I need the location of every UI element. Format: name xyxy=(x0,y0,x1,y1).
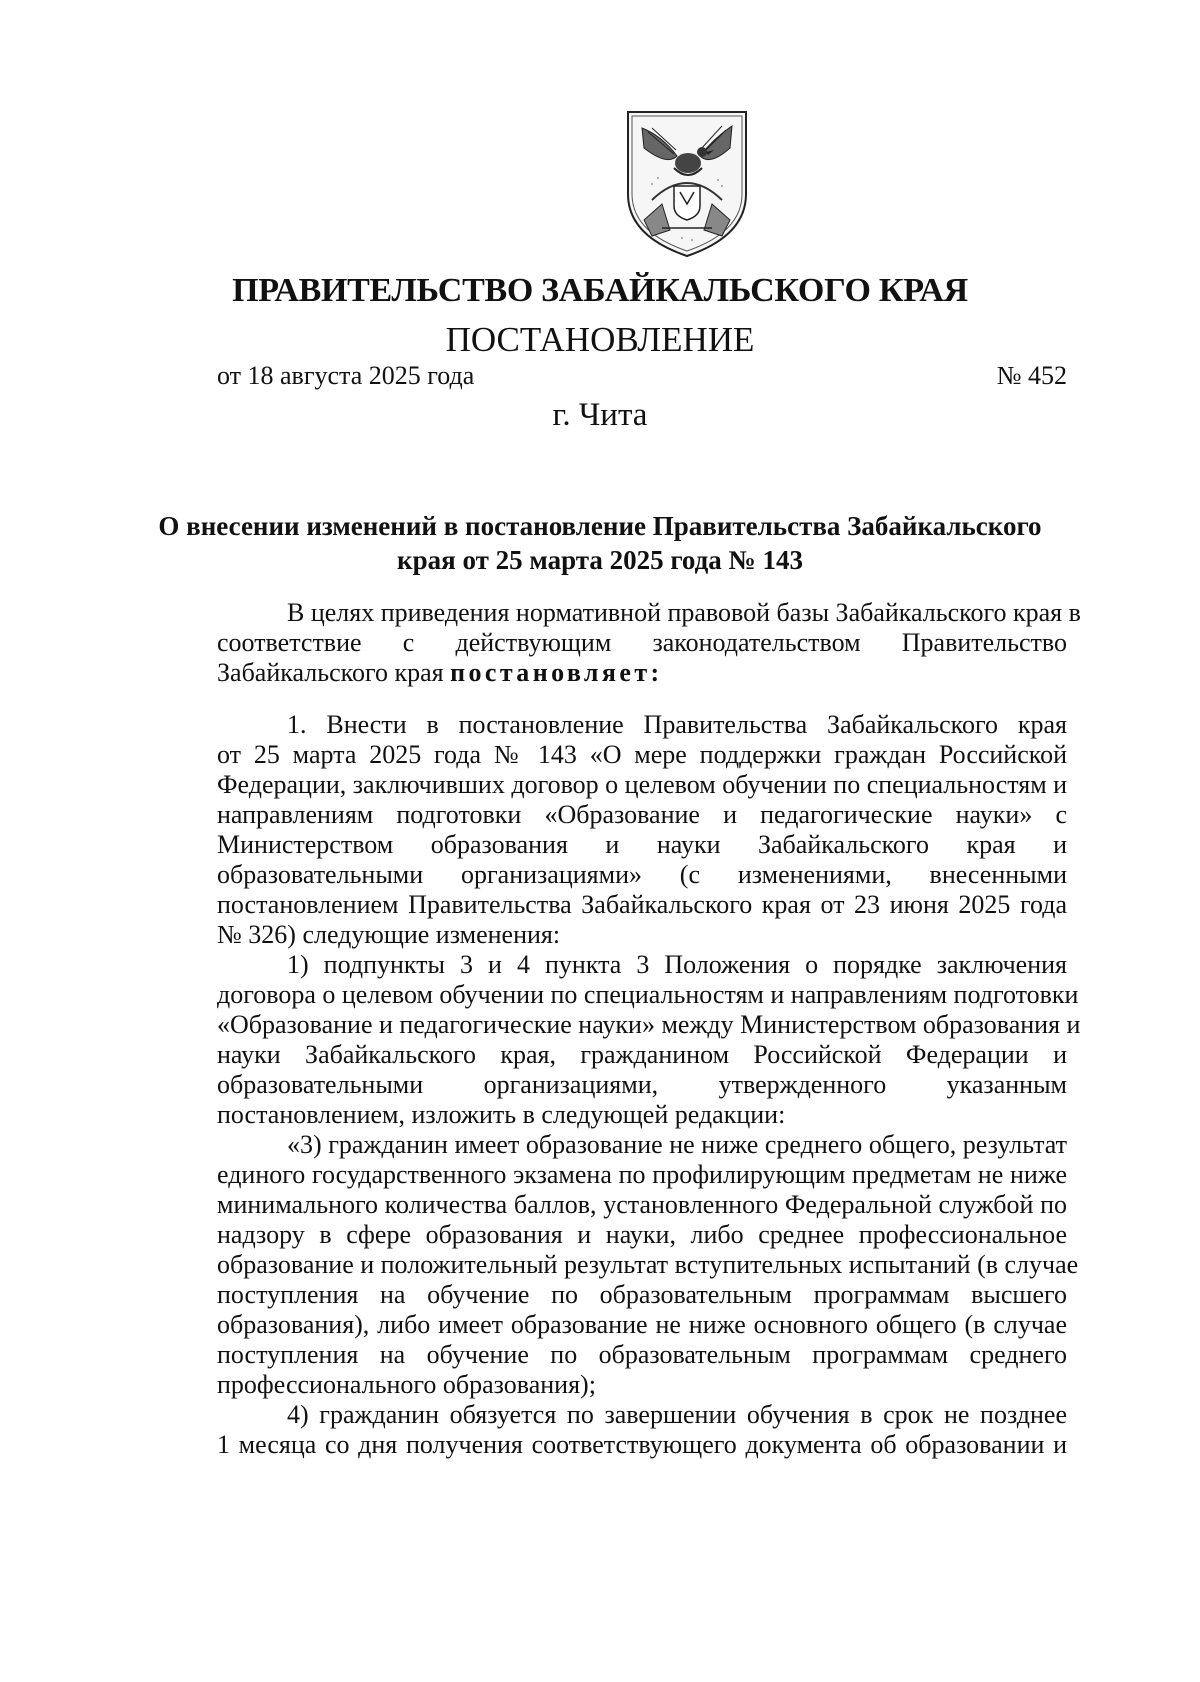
text-line: от 25 марта 2025 года № 143 «О мере поддержки граждан Российской xyxy=(217,740,1067,769)
government-name: ПРАВИТЕЛЬСТВО ЗАБАЙКАЛЬСКОГО КРАЯ xyxy=(232,272,968,309)
text-line: образование и положительный результат вступительных испытаний (в случае xyxy=(217,1250,1079,1279)
document-date: от 18 августа 2025 года xyxy=(217,361,475,390)
text-line: профессионального образования); xyxy=(217,1370,596,1399)
text-line xyxy=(217,656,1067,690)
text-line: «3) гражданин имеет образование не ниже среднего общего, результат xyxy=(287,1130,1067,1159)
text-line: Федерации, заключивших договор о целевом обучении по специальностям и xyxy=(217,770,1068,799)
emphasis-word: постановляет: xyxy=(450,658,663,687)
text-line: постановлением, изложить в следующей редакции: xyxy=(217,1100,786,1129)
text-line: направлениям подготовки «Образование и педагогические науки» с xyxy=(217,800,1067,829)
text-line: 1. Внести в постановление Правительства Забайкальского края xyxy=(287,710,1067,739)
text-line: поступления на обучение по образовательным программам среднего xyxy=(217,1340,1067,1369)
text-line: договора о целевом обучении по специальностям и направлениям подготовки xyxy=(217,980,1079,1009)
document-title xyxy=(0,509,1200,577)
text-line: надзору в сфере образования и науки, либо среднее профессиональное xyxy=(217,1220,1067,1249)
text-line: 1 месяца со дня получения соответствующего документа об образовании и xyxy=(217,1430,1067,1459)
text-line: 4) гражданин обязуется по завершении обучения в срок не позднее xyxy=(287,1400,1067,1429)
text-line: минимального количества баллов, установленного Федеральной службой по xyxy=(217,1190,1067,1219)
text-line: единого государственного экзамена по профилирующим предметам не ниже xyxy=(217,1160,1067,1189)
text-line: В целях приведения нормативной правовой базы Забайкальского края в xyxy=(287,598,1081,627)
text-line: образовательными организациями» (с изменениями, внесенными xyxy=(217,860,1067,889)
text-line: «Образование и педагогические науки» между Министерством образования и xyxy=(217,1010,1081,1039)
text-line: Министерством образования и науки Забайкальского края и xyxy=(217,830,1067,859)
text-line: 1) подпункты 3 и 4 пункта 3 Положения о порядке заключения xyxy=(287,950,1067,979)
text-fragment: Забайкальского края xyxy=(217,658,451,687)
title-line: О внесении изменений в постановление Правительства Забайкальского xyxy=(158,511,1042,541)
text-line: образования), либо имеет образование не ниже основного общего (в случае xyxy=(217,1310,1067,1339)
title-line: края от 25 марта 2025 года № 143 xyxy=(397,545,803,575)
text-line: соответствие с действующим законодательством Правительство xyxy=(217,628,1067,657)
text-line: постановлением Правительства Забайкальского края от 23 июня 2025 года xyxy=(217,890,1067,919)
text-line: образовательными организациями, утвержденного указанным xyxy=(217,1070,1067,1099)
text-line: № 326) следующие изменения: xyxy=(217,920,561,949)
document-number: № 452 xyxy=(996,361,1067,390)
text-line: поступления на обучение по образовательным программам высшего xyxy=(217,1280,1067,1309)
document-city: г. Чита xyxy=(552,397,648,433)
text-line: науки Забайкальского края, гражданином Российской Федерации и xyxy=(217,1040,1067,1069)
document-kind: ПОСТАНОВЛЕНИЕ xyxy=(445,320,755,359)
zabaikalsky-coat-of-arms xyxy=(622,108,752,260)
